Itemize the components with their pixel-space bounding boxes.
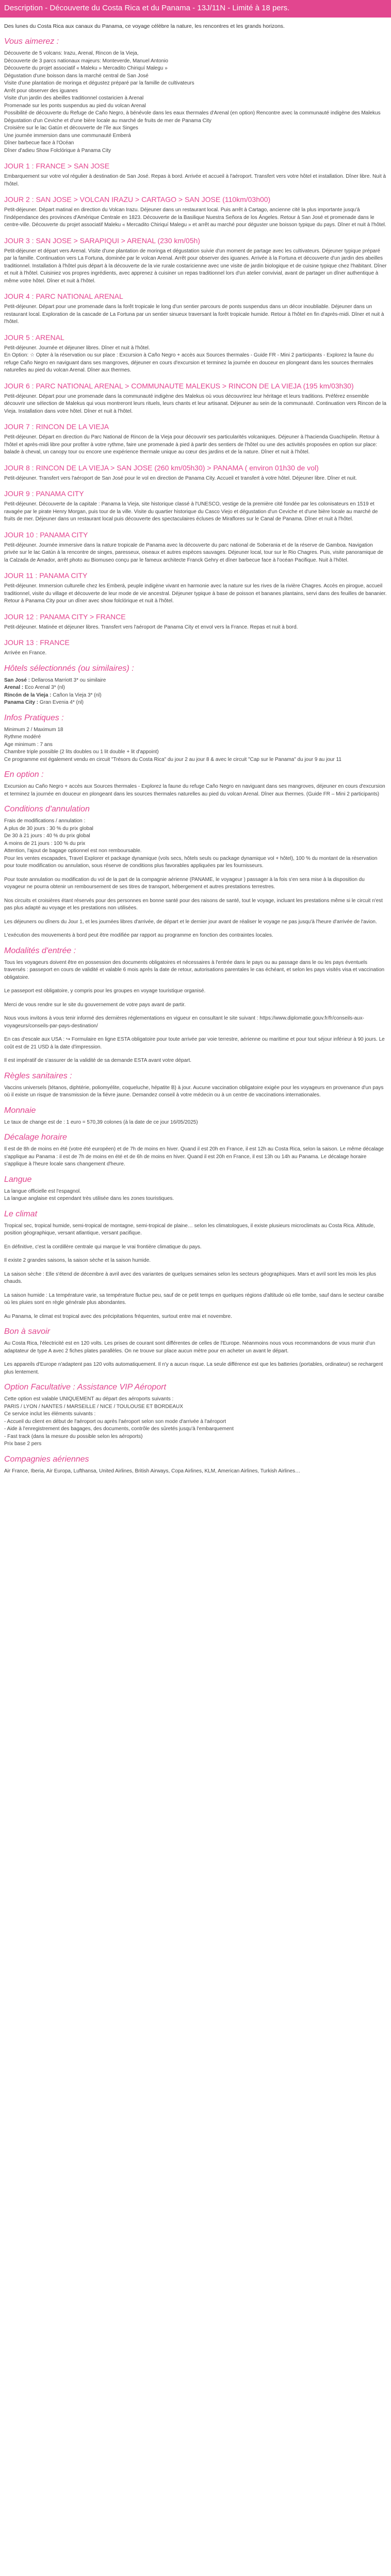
highlight-item: Dîner barbecue face à l'Océan [4,140,74,146]
day-description: Arrivée en France. [4,650,47,656]
timezone-section [4,1132,387,1168]
day-section [4,571,387,605]
day-section [4,333,387,375]
cancellation-line: De 30 à 21 jours : 40 % du prix global [4,833,90,839]
option-text: Excursion au Caño Negro + accès aux Sources thermales - Explorez la faune du refuge Caño Negro en naviguant dans ses mangroves, déjeuner en cours d'excursion et terminez la journée en douceur en plongeant dans les sources thermales naturelles au pied du volcan Arenal. Dîner aux thermes. (Guide FR – Mini 2 participants) [4,784,385,797]
highlight-item: Visite d'une plantation de moringa et dégustez préparé par la famille de cultivateurs [4,80,194,86]
entry-paragraph: Il est impératif de s'assurer de la validité de sa demande ESTA avant votre départ. [4,1058,192,1063]
health-title: Règles sanitaires : [4,1071,72,1080]
vip-line: - Aide à l'enregistrement des bagages, des documents, contrôle des sûretés jusqu'à l'embarquement [4,1426,234,1432]
currency-title: Monnaie [4,1106,36,1115]
cancellation-paragraphs [4,855,387,940]
day-section [4,236,387,285]
vip-line: - Fast track (dans la mesure du possible selon les aéroports) [4,1433,143,1439]
day-title: JOUR 1 : FRANCE > SAN JOSE [4,162,110,170]
highlight-item: Découverte du projet associatif « Maleku » Mercadito Chiriquí Malegu » [4,65,168,71]
practical-line: Minimum 2 / Maximum 18 [4,726,63,733]
cancellation-line: A plus de 30 jours : 30 % du prix global [4,825,93,832]
hotel-item [4,692,387,700]
timezone-title: Décalage horaire [4,1133,67,1142]
climate-paragraph: Au Panama, le climat est tropical avec des précipitations fréquentes, surtout entre mai et novembre. [4,1313,232,1319]
day-description: Embarquement sur votre vol régulier à destination de San José. Repas à bord. Arrivée et accueil à l'aéroport. Transfert vers votre hôtel et installation. Dîner libre. Nuit à l'hôtel. [4,174,386,187]
highlight-item: Promenade sur les ponts suspendus au pied du volcan Arenal [4,103,146,109]
hotel-name: Eco Arenal 3* (nl) [25,685,65,690]
practical-line: Chambre triple possible (2 lits doubles ou 1 lit double + lit d'appoint) [4,749,159,755]
vip-title: Option Facultative : Assistance VIP Aéroport [4,1383,166,1392]
day-title: JOUR 7 : RINCON DE LA VIEJA [4,422,109,431]
practical-section [4,713,387,764]
hotels-list [4,677,387,707]
entry-paragraphs [4,959,387,1065]
day-title: JOUR 9 : PANAMA CITY [4,489,84,498]
content [0,23,391,1487]
day-description: Petit-déjeuner. Transfert vers l'aéroport de San José pour le vol en direction de Panama City. Accueil et transfert à votre hôtel. Déjeuner libre. Dîner et nuit. [4,475,357,481]
day-description: Petit-déjeuner. Départ matinal en direction du Volcan Irazu. Déjeuner dans un restaurant local. Puis arrêt à Cartago, ancienne cité la plus importante jusqu'à l'indépendance des provinces d'Amérique Centrale en 1823. Découverte de la Basilique Nuestra Señora de los Ángeles. Retour à San José et promenade dans le centre-ville. Découverte du projet associatif Maleku « Mercadito Chiriquí Malegu » et arrêt au marché pour déguster une boisson typique du pays. Dîner et nuit à l'hôtel. [4,207,386,228]
cancellation-line: A moins de 21 jours : 100 % du prix [4,840,86,846]
airlines-section [4,1454,387,1476]
hotel-location: San José : [4,677,30,683]
entry-title: Modalités d'entrée : [4,946,76,955]
highlight-item: Une journée immersion dans une communauté Emberá [4,132,131,139]
practical-list [4,726,387,764]
hotels-section [4,664,387,707]
cancellation-paragraph: Nos circuits et croisières étant réservés pour des personnes en bonne santé pour des raisons de santé, tout le voyage, incluant les prestations même si le circuit n'est pas plus adapté au voyage et les prestations non utilisées. [4,897,383,911]
vip-lines [4,1396,387,1448]
tips-paragraph: Au Costa Rica, l'électricité est en 120 volts. Les prises de courant sont différentes de celles de l'Europe. Néanmoins nous vous recommandons de vous munir d'un adaptateur de type A avec 2 fiches plates parallèles. On ne trouve sur place aucun mètre pour en acheter un avant le départ. [4,1341,376,1354]
day-title: JOUR 11 : PANAMA CITY [4,571,88,580]
highlight-item: Découverte de 3 parcs nationaux majeurs: Monteverde, Manuel Antonio [4,58,168,64]
tips-paragraph: Les appareils d'Europe n'adaptent pas 120 volts automatiquement. Il n'y a aucun risque. La seule différence est que les batteries (portables, ordinateur) se rechargent plus lentement. [4,1362,383,1375]
health-text: Vaccins universels (tétanos, diphtérie, poliomyélite, coqueluche, hépatite B) à jour. Aucune vaccination obligatoire exigée pour les voyageurs en provenance d'un pays où il existe un risque de transmission de la fièvre jaune. Demandez conseil à votre médecin ou à un centre de vaccinations internationales. [4,1084,384,1098]
practical-title: Infos Pratiques : [4,713,64,722]
cancellation-paragraph: Pour toute annulation ou modification du vol de la part de la compagnie aérienne (PANAME, le voyageur ) passager à la fois s'en sera mise à la disposition du voyageur ne pourra obtenir un remboursement de ses titres de transport, hébergement et autres prestations terrestres. [4,876,365,890]
day-section [4,638,387,657]
entry-paragraph: Nous vous invitons à vous tenir informé des dernières réglementations en vigueur en consultant le site suivant : https://www.diplomatie.gouv.fr/fr/conseils-aux-voyageurs/conseils-par-pays-destination/ [4,1015,364,1029]
day-section [4,613,387,632]
tips-title: Bon à savoir [4,1327,50,1336]
day-title: JOUR 8 : RINCON DE LA VIEJA > SAN JOSE (260 km/05h30) > PANAMA ( environ 01h30 de vol) [4,463,319,472]
highlights-title: Vous aimerez : [4,37,59,46]
day-title: JOUR 10 : PANAMA CITY [4,530,88,539]
highlights-section [4,37,387,155]
climate-section [4,1209,387,1321]
day-title: JOUR 13 : FRANCE [4,638,70,647]
climate-paragraph: En définitive, c'est la cordillère centrale qui marque le vrai frontière climatique du pays. [4,1244,202,1250]
day-description: Petit-déjeuner. Journée immersive dans la nature tropicale de Panama avec la découverte du parc national de Soberania et de la réserve de Gamboa. Navigation privée sur le lac Gatún à la rencontre de singes, paresseux, oiseaux et autres espèces sauvages. Déjeuner local, tour sur le Rio Chagres. Puis, visite panoramique de la Calzada de Amador, arrêt photo au Biomuseo conçu par le fameux architecte Franck Gehry et dîner barbecue face à l'océan Pacifique. Nuit à l'hôtel. [4,542,383,563]
vip-line: Ce service inclut les éléments suivants : [4,1411,96,1417]
hotel-name: Dellarosa Marriott 3* ou similaire [31,677,106,683]
hotel-location: Rincón de la Vieja : [4,692,52,698]
highlight-item: Arrêt pour observer des iguanes [4,88,78,94]
itinerary [4,162,387,657]
climate-paragraph: Il existe 2 grandes saisons, la saison sèche et la saison humide. [4,1258,151,1263]
day-description: Petit-déjeuner. Départ pour une promenade dans la forêt tropicale le long d'un sentier parcours de ponts suspendus dans un décor inoubliable. Déjeuner dans un restaurant local. Exploration de la cascade de La Fortuna par un sentier sinueux traversant la forêt tropicale humide. Retour à l'hôtel en fin d'après-midi. Dîner et nuit à l'hôtel. [4,304,384,325]
cancellation-section [4,804,387,940]
hotels-title: Hôtels sélectionnés (ou similaires) : [4,664,134,673]
day-section [4,464,387,483]
day-section [4,195,387,229]
climate-title: Le climat [4,1209,38,1218]
option-section [4,770,387,798]
day-section [4,489,387,523]
day-title: JOUR 12 : PANAMA CITY > FRANCE [4,612,126,621]
health-section [4,1071,387,1099]
airlines-text: Air France, Iberia, Air Europa, Lufthansa, United Airlines, British Airways, Copa Airlines, KLM, American Airlines, Turkish Airlines… [4,1468,301,1474]
day-title: JOUR 3 : SAN JOSE > SARAPIQUI > ARENAL (230 km/05h) [4,236,200,245]
cancellation-line: Frais de modifications / annulation : [4,818,86,824]
day-description: Petit-déjeuner. Découverte de la capitale : Panama la Vieja, site historique classé à l'UNESCO, vestige de la première cité fondée par les colonisateurs en 1519 et ravagée par le pirate Henry Morgan, puis tour de la ville. Visite du quartier historique du Casco Viejo et dégustation d'un Ceviche et d'une bière locale au marché de fruits de mer. Déjeuner dans un restaurant local puis découverte des spectaculaires écluses de Miraflores sur le Canal de Panama. Dîner et nuit à l'hôtel. [4,501,378,522]
practical-line: Rythme modéré [4,734,41,740]
climate-paragraph: La saison sèche : Elle s'étend de décembre à avril avec des variantes de quelques semaines selon les secteurs géographiques. Mars et avril sont les mois les plus chauds. [4,1271,377,1284]
day-description: Petit-déjeuner. Matinée et déjeuner libres. Transfert vers l'aéroport de Panama City et envol vers la France. Repas et nuit à bord. [4,624,298,630]
highlight-item: Dégustation d'une boisson dans la marché central de San José [4,73,149,79]
hotel-item [4,677,387,685]
vip-line: - Accueil du client en début de l'aéroport ou après l'aéroport selon son mode d'arrivée à l'aéroport [4,1418,226,1425]
language-lines [4,1188,387,1203]
highlight-item: Croisière sur le lac Gatún et découverte de l'île aux Singes [4,125,138,131]
entry-paragraph: Le passeport est obligatoire, y compris pour les groupes en voyage touristique organisé. [4,988,206,994]
day-section [4,382,387,416]
language-line: La langue anglaise est cependant très utilisée dans les zones touristiques. [4,1196,174,1201]
cancellation-lines [4,818,387,855]
cancellation-paragraph: Pour les ventes escapades, Travel Explorer et package dynamique (vols secs, hôtels seuls ou package dynamique vol + hôtel), 100 % du montant de la réservation pour toute modification ou annulation, sous réserve de conditions plus favorables appliquées par les fournisseurs. [4,855,378,869]
climate-paragraphs [4,1223,387,1321]
vip-line: Cette option est valable UNIQUEMENT au départ des aéroports suivants : [4,1396,174,1402]
airlines-title: Compagnies aériennes [4,1454,89,1464]
day-title: JOUR 4 : PARC NATIONAL ARENAL [4,292,123,300]
language-line: La langue officielle est l'espagnol. [4,1188,82,1194]
practical-line: Age minimum : 7 ans [4,741,53,748]
page-title: Description - Découverte du Costa Rica et du Panama - 13J/11N - Limité à 18 pers. [0,0,391,18]
day-description: Petit-déjeuner et départ vers Arenal. Visite d'une plantation de moringa et dégustation suivie d'un moment de partage avec les cultivateurs. Déjeuner typique préparé par la famille. Continuation vers La Fortuna, dominée par le volcan Arenal. Arrêt pour observer des iguanes. Arrivée à la Fortuna et découverte d'un jardin des abeilles traditionnel. Installation à l'hôtel puis départ à la découverte de la vie rurale costaricienne avec une visite de jardin biologique et de cuisine typique chez l'habitant. Dîner et nuit à l'hôtel. Cuisiniez vos propres ingrédients, avec apprenez à cuisiner un repas traditionnel lors d'un atelier convivial, avant de partager un dîner authentique à même votre hôtel. Dîner et nuit à l'hôtel. [4,248,387,284]
day-description: Petit-déjeuner. Départ pour une promenade dans la communauté indigène des Malekus où vous découvrirez leur héritage et leurs traditions. Préférez ensemble découvrir une sélection de Malekus qui vous montreront leurs rituels, leurs chants et leur artisanat. Déjeuner au sein de la communauté. Continuation vers Rincon de la Vieja. Installation dans votre hôtel. Dîner et nuit à l'hôtel. [4,393,386,414]
tips-section [4,1327,387,1376]
entry-paragraph: En cas d'escale aux USA : ↪ Formulaire en ligne ESTA obligatoire pour toute arrivée par voie terrestre, aérienne ou maritime et pour tout séjour inférieur à 90 jours. Le coût est de 21 USD à la date d'impression. [4,1037,385,1050]
day-section [4,531,387,565]
hotel-name: Gran Evenia 4* (nl) [39,700,84,705]
timezone-text: Il est de 8h de moins en été (votre été européen) et de 7h de moins en hiver. Quand il est 20h en France, il est 12h au Costa Rica, selon la saison. Le même décalage s'applique au Panama : il est de 7h de moins en été et de 6h de moins en hiver. Quand il est 20h en France, il est 13h ou 14h au Panama. Le décalage horaire s'applique à l'heure locale sans changement d'heure. [4,1146,384,1167]
hotel-item [4,699,387,707]
cancellation-line: Attention, l'ajout de bagage optionnel est non remboursable. [4,848,142,854]
highlight-item: Dîner d'adieu Show Folclórique à Panama City [4,147,111,154]
climate-paragraph: La saison humide : La température varie, sa température fluctue peu, sauf de ce petit temps en quelques régions d'altitude où elle tombe, sauf dans le secteur caraïbe où les pluies sont en règle générale plus abondantes. [4,1292,384,1306]
day-description: Petit-déjeuner. Départ en direction du Parc National de Rincon de la Vieja pour découvrir ses particularités volcaniques. Déjeuner à l'hacienda Guachipelin. Retour à l'hôtel et après-midi libre pour profiter à votre rythme, faire une promenade à pied à partir des sentiers de l'hôtel ou une des activités proposées en option sur place: balade à cheval, un canopy tour ou encore une expérience thermale unique au cœur des jardins et de la nature. Dîner et nuit à l'hôtel. [4,434,380,455]
entry-paragraph: Merci de vous rendre sur le site du gouvernement de votre pays avant de partir. [4,1002,186,1008]
entry-paragraph: Tous les voyageurs doivent être en possession des documents obligatoires et nécessaires à l'entrée dans le pays ou au passage dans le ou les pays éventuels traversés : passeport en cours de validité et valable 6 mois après la date de retour, autorisations parentales le cas échéant, et selon les pays visités visa et vaccination obligatoire. [4,959,385,980]
vip-section [4,1382,387,1448]
highlight-item: Dégustation d'un Ceviche et d'une bière locale au marché de fruits de mer de Panama City [4,117,211,124]
day-description: Petit-déjeuner. Journée et déjeuner libres. Dîner et nuit à l'hôtel. En Option: ☆ Opter à la réservation ou sur place : Excursion à Caño Negro + accès aux Sources thermales - Guide FR - Mini 2 participants - Explorez la faune du refuge Caño Negro en naviguant dans ses mangroves, déjeuner en cours d'excursion et terminez la journée en douceur en plongeant dans les sources thermales naturelles au pied du volcan Arenal. Dîner aux thermes. [4,345,374,373]
highlight-item: Visite d'un jardin des abeilles traditionnel costaricien à Arenal [4,95,144,101]
day-section [4,162,387,188]
currency-text: Le taux de change est de : 1 euro = 570,39 colones (à la date de ce jour 16/05/2025) [4,1119,198,1125]
language-section [4,1175,387,1203]
cancellation-paragraph: Les déjeuners ou dîners du Jour 1, et les journées libres d'arrivée, de départ et le dernier jour avant de réaliser le voyage ne pas jusqu'à l'heure d'arrivée de l'avion. [4,919,377,925]
vip-line: PARIS / LYON / NANTES / MARSEILLE / NICE / TOULOUSE ET BORDEAUX [4,1403,183,1410]
day-section [4,292,387,326]
highlights-list [4,50,387,155]
vip-line: Prix base 2 pers [4,1441,42,1447]
day-section [4,422,387,456]
hotel-location: Arenal : [4,685,24,690]
hotel-location: Panama City : [4,700,39,705]
language-title: Langue [4,1175,32,1184]
day-title: JOUR 6 : PARC NATIONAL ARENAL > COMMUNAUTE MALEKUS > RINCON DE LA VIEJA (195 km/03h30) [4,381,354,390]
climate-paragraph: Tropical sec, tropical humide, semi-tropical de montagne, semi-tropical de plaine… selon les climatologues, il existe plusieurs microclimats au Costa Rica. Altitude, position géographique, versant atlantique, versant pacifique. [4,1223,375,1236]
tips-paragraphs [4,1340,387,1376]
highlight-item: Possibilité de découverte du Refuge de Caño Negro, à bénévole dans les eaux thermales d'Arenal (en option) Rencontre avec la communauté indigène des Malekus [4,110,381,116]
day-description: Petit-déjeuner. Immersion culturelle chez les Emberá, peuple indigène vivant en harmonie avec la nature sur les rives de la rivière Chagres. Accès en pirogue, accueil traditionnel, visite du village et découverte de leur mode de vie ancestral. Déjeuner typique à base de poisson et bananes plantains, servi dans des feuilles de bananier. Retour à Panama City pour un dîner avec show folclórique et nuit à l'hôtel. [4,583,387,604]
day-title: JOUR 5 : ARENAL [4,333,64,342]
hotel-name: Cañon la Vieja 3* (nl) [53,692,102,698]
practical-line: Ce programme est également vendu en circuit "Trésors du Costa Rica" du jour 2 au jour 8 & avec le circuit "Cap sur le Panama" du jour 9 au jour 11 [4,756,341,762]
cancellation-title: Conditions d'annulation [4,805,90,814]
currency-section [4,1106,387,1127]
option-title: En option : [4,770,44,779]
hotel-item [4,684,387,692]
highlight-item: Découverte de 5 volcans: Irazu, Arenal, Rincon de la Vieja, [4,50,139,56]
entry-section [4,946,387,1065]
day-title: JOUR 2 : SAN JOSE > VOLCAN IRAZU > CARTAGO > SAN JOSE (110km/03h00) [4,195,271,204]
intro-text: Des lunes du Costa Rica aux canaux du Panama, ce voyage célèbre la nature, les rencontres et les grands horizons. [4,23,285,29]
cancellation-paragraph: L'exécution des mouvements à bord peut être modifiée par rapport au programme en fonction des contraintes locales. [4,933,273,938]
